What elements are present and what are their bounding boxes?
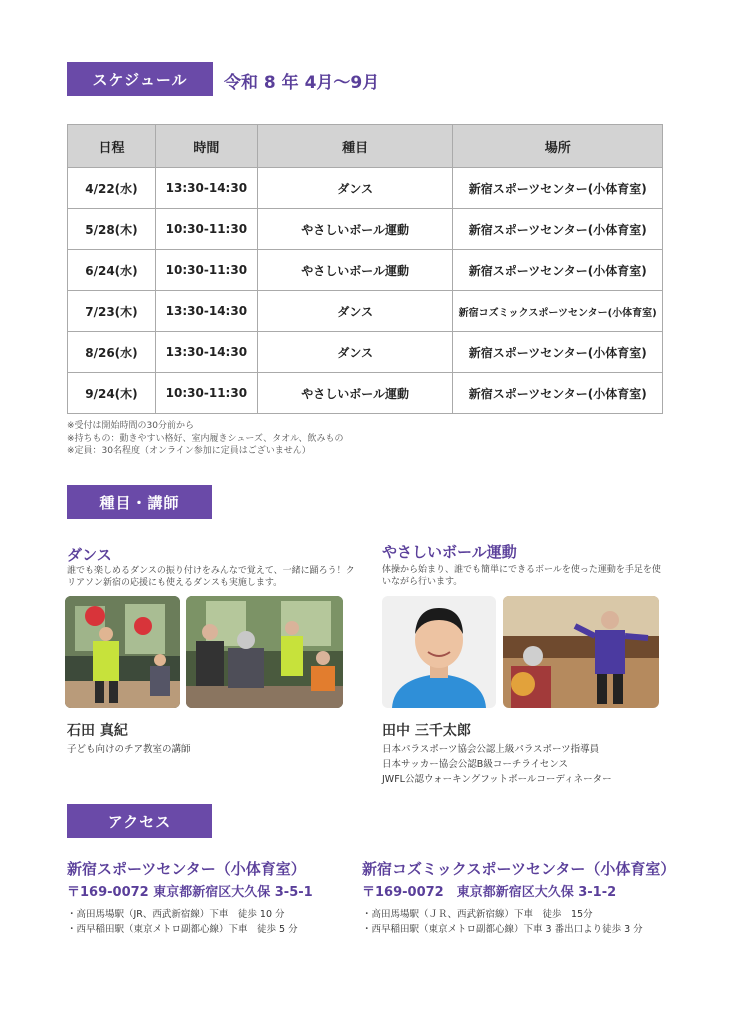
route-item: ・西早稲田駅（東京メトロ副都心線）下車 3 番出口より徒歩 3 分: [362, 924, 643, 935]
dance-instructor-role: 子ども向けのチア教室の講師: [67, 744, 191, 755]
table-header-row: [68, 125, 663, 168]
venue-1-name: 新宿スポーツセンター（小体育室）: [67, 860, 306, 878]
ball-title: やさしいボール運動: [382, 543, 517, 561]
dance-instructor-name: 石田 真紀: [67, 723, 128, 739]
table-row: [68, 332, 663, 373]
route-item: ・高田馬場駅（JR、西武新宿線）下車 徒歩 10 分: [67, 909, 285, 920]
table-row: [68, 209, 663, 250]
row-place: 新宿コズミックスポーツセンター(小体育室): [453, 291, 663, 332]
row-place: 新宿スポーツセンター(小体育室): [453, 209, 663, 250]
table-row: [68, 168, 663, 209]
ball-photo: [503, 596, 659, 708]
ball-role: 日本サッカー協会公認B級コーチライセンス: [382, 759, 568, 770]
row-event: やさしいボール運動: [257, 209, 453, 250]
header-date: 日程: [68, 125, 156, 168]
schedule-period: 令和 8 年 4月～9月: [224, 73, 380, 93]
dance-photo-2: [186, 596, 343, 708]
row-date: 8/26(水): [68, 332, 156, 373]
row-time: 10:30-11:30: [155, 209, 257, 250]
row-time: 13:30-14:30: [155, 168, 257, 209]
ball-instructor-roles: [382, 742, 612, 787]
route-item: ・高田馬場駅（ＪＲ、西武新宿線）下車 徒歩 15分: [362, 909, 593, 920]
schedule-notes: [67, 420, 343, 458]
dance-photo-1: [65, 596, 180, 708]
schedule-table: [67, 124, 663, 414]
categories-heading: 種目・講師: [67, 485, 212, 519]
route-item: ・西早稲田駅（東京メトロ副都心線）下車 徒歩 5 分: [67, 924, 298, 935]
row-event: ダンス: [257, 291, 453, 332]
row-place: 新宿スポーツセンター(小体育室): [453, 250, 663, 291]
venue-2-name: 新宿コズミックスポーツセンター（小体育室）: [362, 860, 676, 878]
ball-role: 日本パラスポーツ協会公認上級パラスポーツ指導員: [382, 744, 600, 755]
row-date: 5/28(木): [68, 209, 156, 250]
row-time: 10:30-11:30: [155, 250, 257, 291]
venue-1-address: 〒169-0072 東京都新宿区大久保 3-5-1: [67, 885, 313, 900]
row-place: 新宿スポーツセンター(小体育室): [453, 332, 663, 373]
ball-description: 体操から始まり、誰でも簡単にできるボールを使った運動を手足を使いながら行います。: [382, 565, 661, 587]
row-date: 4/22(水): [68, 168, 156, 209]
table-row: [68, 291, 663, 332]
row-date: 9/24(木): [68, 373, 156, 414]
row-event: ダンス: [257, 332, 453, 373]
row-date: 7/23(木): [68, 291, 156, 332]
header-event: 種目: [257, 125, 453, 168]
schedule-heading: スケジュール: [67, 62, 213, 96]
header-time: 時間: [155, 125, 257, 168]
row-time: 10:30-11:30: [155, 373, 257, 414]
dance-title: ダンス: [67, 546, 112, 564]
table-row: [68, 250, 663, 291]
row-time: 13:30-14:30: [155, 291, 257, 332]
venue-2-routes: [362, 907, 643, 937]
row-time: 13:30-14:30: [155, 332, 257, 373]
venue-1-routes: [67, 907, 298, 937]
table-row: [68, 373, 663, 414]
access-heading: アクセス: [67, 804, 212, 838]
note-capacity: ※定員：30名程度（オンライン参加に定員はございません）: [67, 446, 311, 456]
row-date: 6/24(水): [68, 250, 156, 291]
dance-description: 誰でも楽しめるダンスの振り付けをみんなで覚えて、一緒に踊ろう！クリアソン新宿の応援にも使えるダンスも実施します。: [67, 566, 355, 588]
row-event: やさしいボール運動: [257, 373, 453, 414]
note-belongings: ※持ちもの：動きやすい格好、室内履きシューズ、タオル、飲みもの: [67, 433, 344, 444]
ball-instructor-photo: [382, 596, 496, 708]
header-place: 場所: [453, 125, 663, 168]
row-place: 新宿スポーツセンター(小体育室): [453, 168, 663, 209]
venue-2-address: 〒169-0072 東京都新宿区大久保 3-1-2: [362, 885, 617, 900]
row-event: ダンス: [257, 168, 453, 209]
ball-role: JWFL公認ウォーキングフットボールコーディネーター: [382, 774, 612, 785]
row-place: 新宿スポーツセンター(小体育室): [453, 373, 663, 414]
note-reception: ※受付は開始時間の30分前から: [67, 421, 194, 431]
row-event: やさしいボール運動: [257, 250, 453, 291]
ball-instructor-name: 田中 三千太郎: [382, 723, 471, 739]
